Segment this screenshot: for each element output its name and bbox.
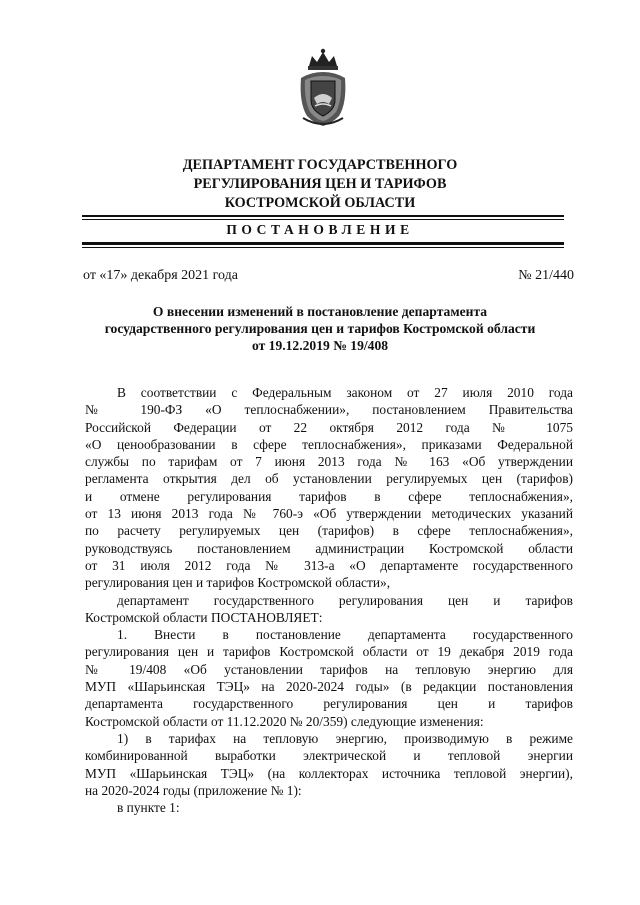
body-line: службы по тарифам от 7 июня 2013 года № 163 «Об утверждении — [85, 454, 573, 470]
subject-line: государственного регулирования цен и тарифов Костромской области — [104, 321, 536, 336]
body-line: от 31 июля 2012 года № 313-а «О департаменте государственного — [85, 557, 573, 573]
body-line: департамента государственного регулирования цен и тарифов — [85, 696, 573, 712]
body-line: № 19/408 «Об установлении тарифов на тепловую энергию для — [85, 661, 573, 677]
body-line: Костромской области от 11.12.2020 № 20/359) следующие изменения: — [85, 713, 484, 729]
coat-of-arms-icon — [295, 48, 351, 130]
title-divider — [82, 242, 564, 245]
body-line: и отмене регулирования тарифов в сфере теплоснабжения», — [85, 488, 573, 504]
body-line: от 13 июня 2013 года № 760-э «Об утверждении методических указаний — [85, 506, 573, 522]
department-line: РЕГУЛИРОВАНИЯ ЦЕН И ТАРИФОВ — [193, 176, 447, 192]
body-line: комбинированной выработки электрической и тепловой энергии — [85, 748, 573, 764]
body-line: МУП «Шарьинская ТЭЦ» на 2020-2024 годы» (в редакции постановления — [85, 679, 573, 695]
body-line: по расчету регулируемых цен (тарифов) в сфере теплоснабжения», — [85, 523, 573, 539]
document-subject — [60, 303, 580, 354]
body-line: регулирования цен и тарифов Костромской области от 19 декабря 2019 года — [85, 644, 573, 660]
body-line: «О ценообразовании в сфере теплоснабжения», приказами Федеральной — [85, 436, 573, 452]
body-line: Костромской области ПОСТАНОВЛЯЕТ: — [85, 609, 323, 625]
body-line: В соответствии с Федеральным законом от 27 июля 2010 года — [117, 385, 573, 400]
document-date: от «17» декабря 2021 года — [83, 268, 238, 283]
body-line: регулирования цен и тарифов Костромской области», — [85, 575, 391, 591]
document-number: № 21/440 — [518, 268, 574, 283]
body-line: № 190-ФЗ «О теплоснабжении», постановлением Правительства — [85, 402, 573, 418]
header-divider — [82, 215, 564, 217]
document-body — [85, 384, 573, 816]
subject-line: О внесении изменений в постановление департамента — [152, 304, 488, 319]
document-type: ПОСТАНОВЛЕНИЕ — [226, 222, 414, 237]
title-divider-thin — [82, 247, 564, 248]
body-line: 1) в тарифах на тепловую энергию, производимую в режиме — [117, 730, 573, 746]
subject-line: от 19.12.2019 № 19/408 — [251, 338, 389, 353]
body-line: регламента открытия дел об установлении регулируемых цен (тарифов) — [85, 471, 573, 487]
body-line: департамент государственного регулирования цен и тарифов — [117, 592, 573, 608]
department-name — [60, 156, 580, 213]
body-line: Российской Федерации от 22 октября 2012 года № 1075 — [85, 419, 573, 435]
body-line: на 2020-2024 годы (приложение № 1): — [85, 782, 302, 798]
header-divider-thin — [82, 219, 564, 220]
department-line: КОСТРОМСКОЙ ОБЛАСТИ — [224, 195, 416, 211]
body-line: в пункте 1: — [117, 800, 180, 816]
department-line: ДЕПАРТАМЕНТ ГОСУДАРСТВЕННОГО — [182, 157, 458, 173]
body-line: 1. Внести в постановление департамента государственного — [117, 627, 573, 643]
body-line: руководствуясь постановлением администрации Костромской области — [85, 540, 573, 556]
body-line: МУП «Шарьинская ТЭЦ» (на коллекторах источника тепловой энергии), — [85, 765, 573, 781]
